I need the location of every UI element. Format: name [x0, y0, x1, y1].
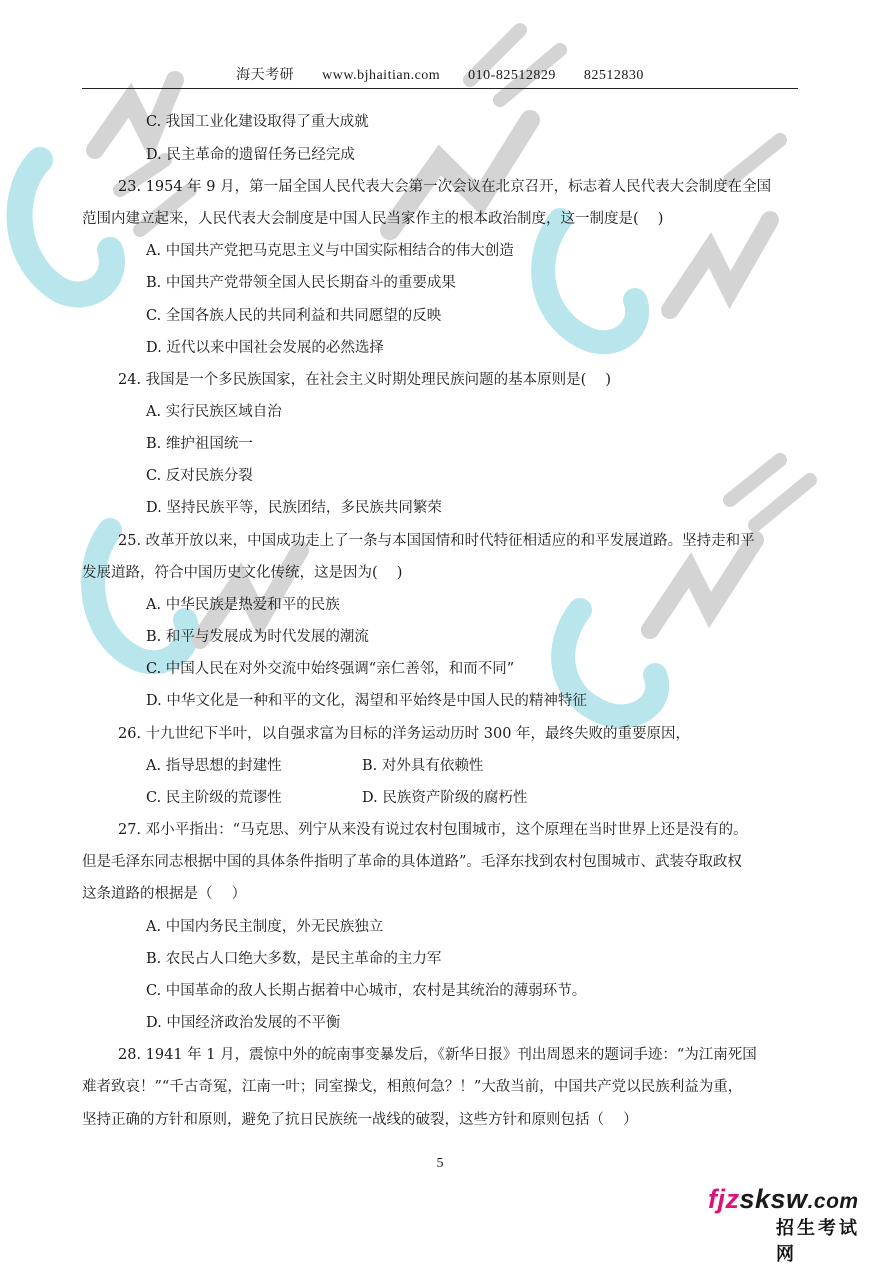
header-website: www.bjhaitian.com [322, 68, 441, 83]
option-line: C. 我国工业化建设取得了重大成就 [146, 114, 369, 130]
logo-subtitle: 招生考试网 [776, 1218, 860, 1265]
option-line: C. 民主阶级的荒谬性 [146, 790, 282, 806]
question-line: 28. 1941 年 1 月，震惊中外的皖南事变暴发后，《新华日报》刊出周恩来的题词手迹：“为江南死国 [118, 1047, 757, 1063]
option-line: B. 对外具有依赖性 [362, 758, 484, 774]
option-line: A. 实行民族区域自治 [146, 404, 282, 420]
question-line: 但是毛泽东同志根据中国的具体条件指明了革命的具体道路”。毛泽东找到农村包围城市、武装夺取政权 [82, 854, 742, 870]
question-line: 坚持正确的方针和原则，避免了抗日民族统一战线的破裂，这些方针和原则包括（ ） [82, 1112, 638, 1128]
option-line: A. 中国共产党把马克思主义与中国实际相结合的伟大创造 [146, 243, 514, 259]
option-line: D. 坚持民族平等，民族团结，多民族共同繁荣 [146, 500, 442, 516]
question-line: 这条道路的根据是（ ） [82, 886, 247, 902]
question-line: 发展道路，符合中国历史文化传统，这是因为( ) [82, 565, 403, 581]
option-line: C. 中国革命的敌人长期占据着中心城市，农村是其统治的薄弱环节。 [146, 983, 587, 999]
option-line: D. 民主革命的遗留任务已经完成 [146, 147, 355, 163]
option-line: B. 维护祖国统一 [146, 436, 253, 452]
option-line: B. 和平与发展成为时代发展的潮流 [146, 629, 369, 645]
logo-wordmark [708, 1184, 859, 1215]
question-line: 24. 我国是一个多民族国家，在社会主义时期处理民族问题的基本原则是( ) [118, 372, 612, 388]
question-line: 范围内建立起来，人民代表大会制度是中国人民当家作主的根本政治制度，这一制度是( ) [82, 211, 664, 227]
option-line: D. 民族资产阶级的腐朽性 [362, 790, 528, 806]
logo-part-b: sksw [739, 1184, 808, 1214]
logo-part-a: fjz [708, 1184, 740, 1214]
page-header [0, 64, 880, 84]
option-line: D. 近代以来中国社会发展的必然选择 [146, 340, 384, 356]
option-line: A. 中华民族是热爱和平的民族 [146, 597, 340, 613]
logo-part-c: .com [807, 1190, 859, 1213]
question-line: 难者致哀！”“千古奇冤，江南一叶；同室操戈，相煎何急？！”大敌当前，中国共产党以民族利益为重， [82, 1079, 743, 1095]
option-line: B. 农民占人口绝大多数，是民主革命的主力军 [146, 951, 442, 967]
page-number: 5 [436, 1156, 444, 1171]
watermark-top-right [520, 120, 820, 380]
watermark-middle-right [540, 430, 840, 730]
header-phone-2: 82512830 [583, 68, 644, 83]
header-phone-1: 010-82512829 [468, 68, 556, 83]
site-logo[interactable] [708, 1184, 878, 1265]
option-line: D. 中华文化是一种和平的文化，渴望和平始终是中国人民的精神特征 [146, 693, 587, 709]
question-line: 23. 1954 年 9 月，第一届全国人民代表大会第一次会议在北京召开，标志着人民代表大会制度在全国 [118, 179, 772, 195]
question-line: 25. 改革开放以来，中国成功走上了一条与本国国情和时代特征相适应的和平发展道路。坚持走和平 [118, 533, 755, 549]
option-line: A. 中国内务民主制度，外无民族独立 [146, 919, 384, 935]
option-line: C. 全国各族人民的共同利益和共同愿望的反映 [146, 308, 442, 324]
question-line: 26. 十九世纪下半叶，以自强求富为目标的洋务运动历时 300 年，最终失败的重要原因， [118, 726, 691, 742]
option-line: D. 中国经济政治发展的不平衡 [146, 1015, 341, 1031]
option-line: C. 中国人民在对外交流中始终强调“亲仁善邻，和而不同” [146, 661, 515, 677]
option-line: B. 中国共产党带领全国人民长期奋斗的重要成果 [146, 275, 456, 291]
option-line: C. 反对民族分裂 [146, 468, 253, 484]
question-line: 27. 邓小平指出：“马克思、列宁从来没有说过农村包围城市，这个原理在当时世界上还是没有的。 [118, 822, 748, 838]
option-line: A. 指导思想的封建性 [146, 758, 282, 774]
header-divider [82, 88, 798, 89]
header-org: 海天考研 [236, 68, 295, 83]
